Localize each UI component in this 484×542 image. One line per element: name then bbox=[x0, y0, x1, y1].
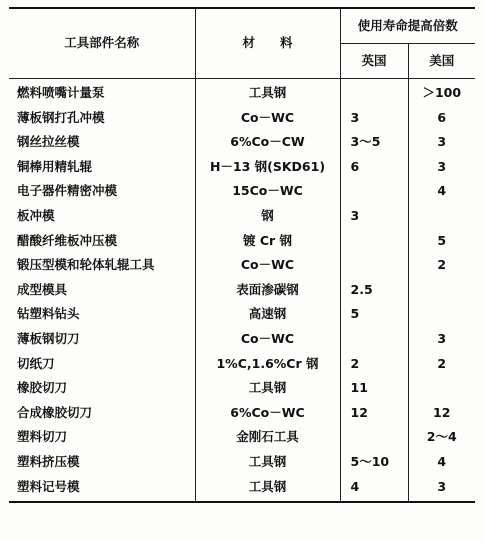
table-row bbox=[9, 204, 475, 229]
header-us: 美国 bbox=[408, 44, 475, 79]
cell-name: 板冲模 bbox=[17, 208, 55, 224]
cell-uk bbox=[340, 179, 408, 204]
cell-us: 5 bbox=[408, 229, 475, 254]
cell-uk bbox=[340, 425, 408, 450]
table-row bbox=[9, 352, 475, 377]
cell-uk: 12 bbox=[340, 401, 408, 426]
cell-material: 金刚石工具 bbox=[195, 425, 340, 450]
cell-name: 钻塑料钻头 bbox=[17, 306, 80, 322]
table-row bbox=[9, 229, 475, 254]
table-row bbox=[9, 278, 475, 303]
table-row bbox=[9, 401, 475, 426]
header-life-improvement: 使用寿命提高倍数 bbox=[340, 8, 475, 44]
cell-material: 1%C,1.6%Cr 钢 bbox=[195, 352, 340, 377]
cell-us: 2～4 bbox=[408, 425, 475, 450]
table-row bbox=[9, 475, 475, 502]
cell-us: 2 bbox=[408, 253, 475, 278]
cell-name: 薄板钢切刀 bbox=[17, 330, 80, 346]
cell-material: 工具钢 bbox=[195, 475, 340, 502]
cell-uk bbox=[340, 229, 408, 254]
cell-name: 塑料记号模 bbox=[9, 475, 195, 502]
cell-us: 3 bbox=[408, 327, 475, 352]
cell-material: 表面渗碳钢 bbox=[195, 278, 340, 303]
cell-material: Co－WC bbox=[195, 253, 340, 278]
cell-us: 6 bbox=[408, 106, 475, 131]
cell-material: 工具钢 bbox=[195, 376, 340, 401]
cell-us: 3 bbox=[408, 475, 475, 502]
cell-name: 塑料挤压模 bbox=[17, 453, 80, 469]
cell-name: 醋酸纤维板冲压模 bbox=[17, 232, 118, 248]
table-row bbox=[9, 327, 475, 352]
header-material: 材 料 bbox=[195, 8, 340, 79]
cell-us bbox=[408, 376, 475, 401]
cell-name: 切纸刀 bbox=[17, 355, 55, 371]
cell-uk bbox=[340, 253, 408, 278]
table-row bbox=[9, 450, 475, 475]
cell-uk: 2.5 bbox=[340, 278, 408, 303]
cell-material: Co－WC bbox=[195, 106, 340, 131]
cell-name: 电子器件精密冲模 bbox=[17, 183, 118, 199]
cell-material: 镀 Cr 钢 bbox=[195, 229, 340, 254]
header-name: 工具部件名称 bbox=[9, 8, 195, 79]
cell-us: 4 bbox=[408, 450, 475, 475]
cell-uk: 3 bbox=[340, 106, 408, 131]
cell-us: 3 bbox=[408, 130, 475, 155]
table-header bbox=[9, 8, 475, 79]
cell-name: 铜棒用精轧辊 bbox=[17, 158, 93, 174]
tool-life-table bbox=[9, 7, 475, 503]
table-row bbox=[9, 155, 475, 180]
cell-us: 2 bbox=[408, 352, 475, 377]
cell-name: 锻压型模和轮体轧辊工具 bbox=[17, 257, 155, 273]
cell-name: 成型模具 bbox=[17, 281, 68, 297]
header-uk: 英国 bbox=[340, 44, 408, 79]
cell-uk: 5～10 bbox=[340, 450, 408, 475]
table-row bbox=[9, 130, 475, 155]
cell-uk: 2 bbox=[340, 352, 408, 377]
cell-material: 高速钢 bbox=[195, 302, 340, 327]
cell-us: 12 bbox=[408, 401, 475, 426]
table-row bbox=[9, 425, 475, 450]
cell-us bbox=[408, 278, 475, 303]
cell-uk: 4 bbox=[340, 475, 408, 502]
cell-uk bbox=[340, 327, 408, 352]
table-row bbox=[9, 106, 475, 131]
table-row bbox=[9, 376, 475, 401]
cell-uk: 6 bbox=[340, 155, 408, 180]
cell-name: 钢丝拉丝模 bbox=[17, 134, 80, 150]
cell-us bbox=[408, 204, 475, 229]
cell-uk: 3 bbox=[340, 204, 408, 229]
table-body bbox=[9, 79, 475, 502]
cell-uk: 11 bbox=[340, 376, 408, 401]
table-row bbox=[9, 302, 475, 327]
cell-material: 钢 bbox=[195, 204, 340, 229]
cell-name: 薄板钢打孔冲模 bbox=[17, 109, 105, 125]
cell-name: 橡胶切刀 bbox=[17, 380, 68, 396]
cell-material: 6%Co－CW bbox=[195, 130, 340, 155]
cell-us: 3 bbox=[408, 155, 475, 180]
table-row bbox=[9, 179, 475, 204]
cell-uk bbox=[340, 79, 408, 106]
cell-uk: 5 bbox=[340, 302, 408, 327]
cell-name: 合成橡胶切刀 bbox=[17, 404, 93, 420]
cell-us: 4 bbox=[408, 179, 475, 204]
cell-material: 工具钢 bbox=[195, 450, 340, 475]
cell-name: 塑料切刀 bbox=[17, 429, 68, 445]
cell-material: Co－WC bbox=[195, 327, 340, 352]
cell-us: ＞100 bbox=[408, 79, 475, 106]
cell-uk: 3～5 bbox=[340, 130, 408, 155]
cell-material: 15Co－WC bbox=[195, 179, 340, 204]
cell-material: H－13 钢(SKD61) bbox=[195, 155, 340, 180]
table-row bbox=[9, 79, 475, 106]
cell-material: 工具钢 bbox=[195, 79, 340, 106]
cell-material: 6%Co－WC bbox=[195, 401, 340, 426]
cell-us bbox=[408, 302, 475, 327]
cell-name: 燃料喷嘴计量泵 bbox=[17, 85, 105, 101]
table-row bbox=[9, 253, 475, 278]
